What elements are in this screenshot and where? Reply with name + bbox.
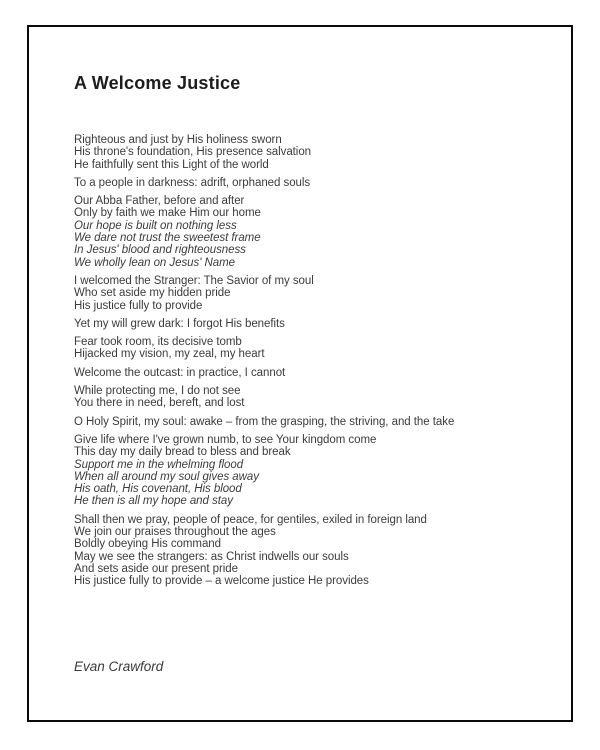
stanza: I welcomed the Stranger: The Savior of my soul Who set aside my hidden pride His justice fully to provide (74, 274, 314, 312)
author-signature: Evan Crawford (74, 659, 164, 674)
poem-page (27, 25, 573, 722)
stanza: To a people in darkness: adrift, orphaned souls (74, 176, 311, 189)
stanza: Support me in the whelming flood When all around my soul gives away His oath, His covenant, His blood He then is all my hope and stay (74, 458, 259, 508)
stanza: Fear took room, its decisive tomb Hijacked my vision, my zeal, my heart (74, 336, 265, 361)
stanza: O Holy Spirit, my soul: awake – from the grasping, the striving, and the take (74, 415, 455, 428)
stanza: Give life where I've grown numb, to see Your kingdom come This day my daily bread to bless and break (74, 433, 377, 459)
stanza: Our hope is built on nothing less We dare not trust the sweetest frame In Jesus' blood and righteousness We wholly lean on Jesus' Name (74, 219, 261, 269)
stanza: While protecting me, I do not see You there in need, bereft, and lost (74, 385, 245, 410)
stanza: Welcome the outcast: in practice, I cannot (74, 366, 286, 379)
poem-body (74, 134, 531, 588)
stanza: Our Abba Father, before and after Only by faith we make Him our home (74, 195, 261, 220)
stanza: Yet my will grew dark: I forgot His benefits (74, 317, 285, 330)
stanza: Shall then we pray, people of peace, for gentiles, exiled in foreign land We join our praises throughout the ages Boldly obeying His command May we see the strangers: as Christ indwells our souls And sets aside our present pride His justice fully to provide – a welcome justice He provides (74, 513, 427, 588)
stanza: Righteous and just by His holiness sworn His throne's foundation, His presence salvation He faithfully sent this Light of the world (74, 134, 312, 171)
poem-title: A Welcome Justice (74, 73, 241, 93)
